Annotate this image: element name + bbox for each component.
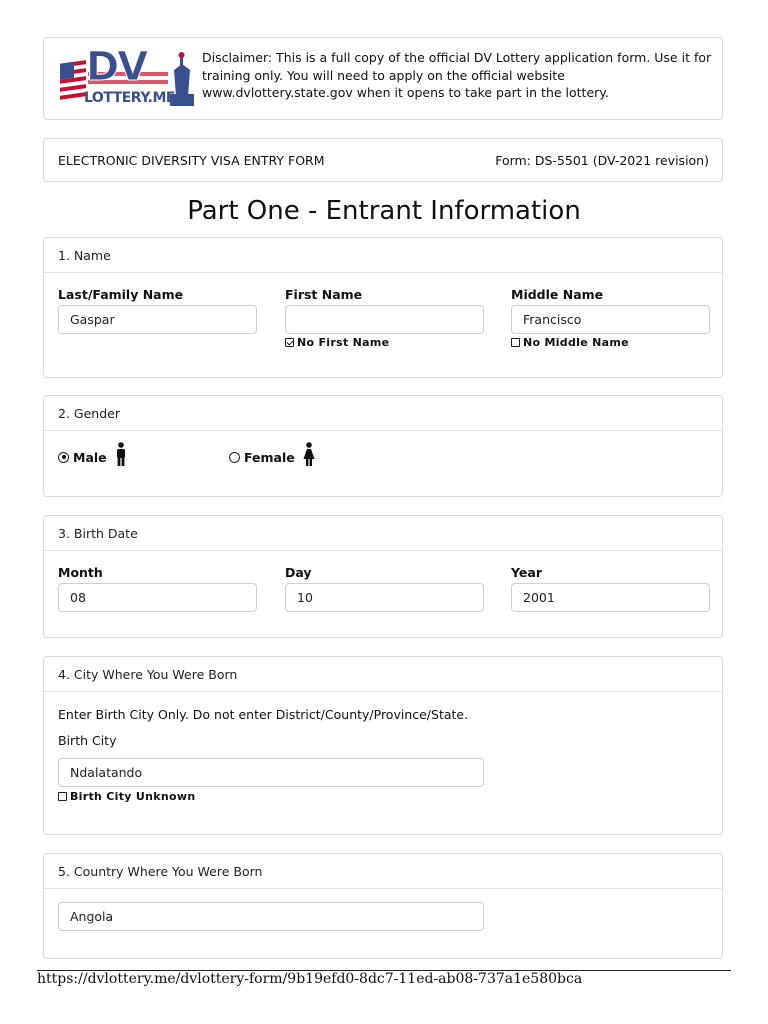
birth-date-section (43, 515, 723, 638)
year-label: Year (511, 565, 542, 580)
month-input[interactable]: 08 (58, 583, 257, 612)
male-person-icon (115, 442, 127, 466)
name-section (43, 237, 723, 378)
gender-female-label: Female (244, 449, 295, 465)
footer-url[interactable]: https://dvlottery.me/dvlottery-form/9b19efd0-8dc7-11ed-ab08-737a1e580bca (37, 971, 583, 987)
year-input[interactable]: 2001 (511, 583, 710, 612)
gender-female-radio[interactable] (229, 448, 315, 466)
form-id: Form: DS-5501 (DV-2021 revision) (495, 153, 709, 168)
birth-city-section-header: 4. City Where You Were Born (44, 657, 722, 692)
birth-country-section (43, 853, 723, 959)
birth-city-label: Birth City (58, 733, 117, 748)
radio-selected-icon[interactable] (58, 452, 69, 463)
page-heading: Part One - Entrant Information (187, 196, 581, 226)
checkbox-checked-icon[interactable] (285, 338, 294, 347)
no-middle-name-label: No Middle Name (523, 336, 629, 349)
gender-male-label: Male (73, 449, 107, 465)
birth-city-instruction: Enter Birth City Only. Do not enter District/County/Province/State. (58, 707, 469, 722)
last-name-label: Last/Family Name (58, 287, 184, 302)
radio-empty-icon[interactable] (229, 452, 240, 463)
gender-section-header: 2. Gender (44, 396, 722, 431)
form-title: ELECTRONIC DIVERSITY VISA ENTRY FORM (58, 153, 325, 168)
day-input[interactable]: 10 (285, 583, 484, 612)
last-name-input[interactable]: Gaspar (58, 305, 257, 334)
gender-male-radio[interactable] (58, 448, 127, 466)
middle-name-label: Middle Name (511, 287, 604, 302)
birth-country-section-header: 5. Country Where You Were Born (44, 854, 722, 889)
birth-date-section-header: 3. Birth Date (44, 516, 722, 551)
checkbox-empty-icon[interactable] (511, 338, 520, 347)
disclaimer-text: Disclaimer: This is a full copy of the official DV Lottery application form. Use it for training only. You will need to apply on the official website www.dvlottery.state.gov when it opens to take part in the lottery. (202, 50, 712, 100)
logo-lottery-text: LOTTERY.ME (84, 90, 175, 106)
birth-city-section (43, 656, 723, 835)
first-name-label: First Name (285, 287, 363, 302)
birth-city-input[interactable]: Ndalatando (58, 758, 484, 787)
logo-dv-text: DV (86, 44, 147, 90)
first-name-input[interactable] (285, 305, 484, 334)
day-label: Day (285, 565, 312, 580)
birth-country-input[interactable]: Angola (58, 902, 484, 931)
female-person-icon (303, 442, 315, 466)
middle-name-input[interactable]: Francisco (511, 305, 710, 334)
form-title-card (43, 138, 723, 182)
checkbox-empty-icon[interactable] (58, 792, 67, 801)
disclaimer-card (43, 37, 723, 120)
dvlottery-logo[interactable] (58, 44, 200, 108)
gender-section (43, 395, 723, 497)
month-label: Month (58, 565, 103, 580)
birth-city-unknown-label: Birth City Unknown (70, 790, 196, 803)
no-first-name-checkbox[interactable] (285, 336, 389, 349)
birth-city-unknown-checkbox[interactable] (58, 790, 195, 803)
no-middle-name-checkbox[interactable] (511, 336, 629, 349)
no-first-name-label: No First Name (297, 336, 390, 349)
name-section-header: 1. Name (44, 238, 722, 273)
